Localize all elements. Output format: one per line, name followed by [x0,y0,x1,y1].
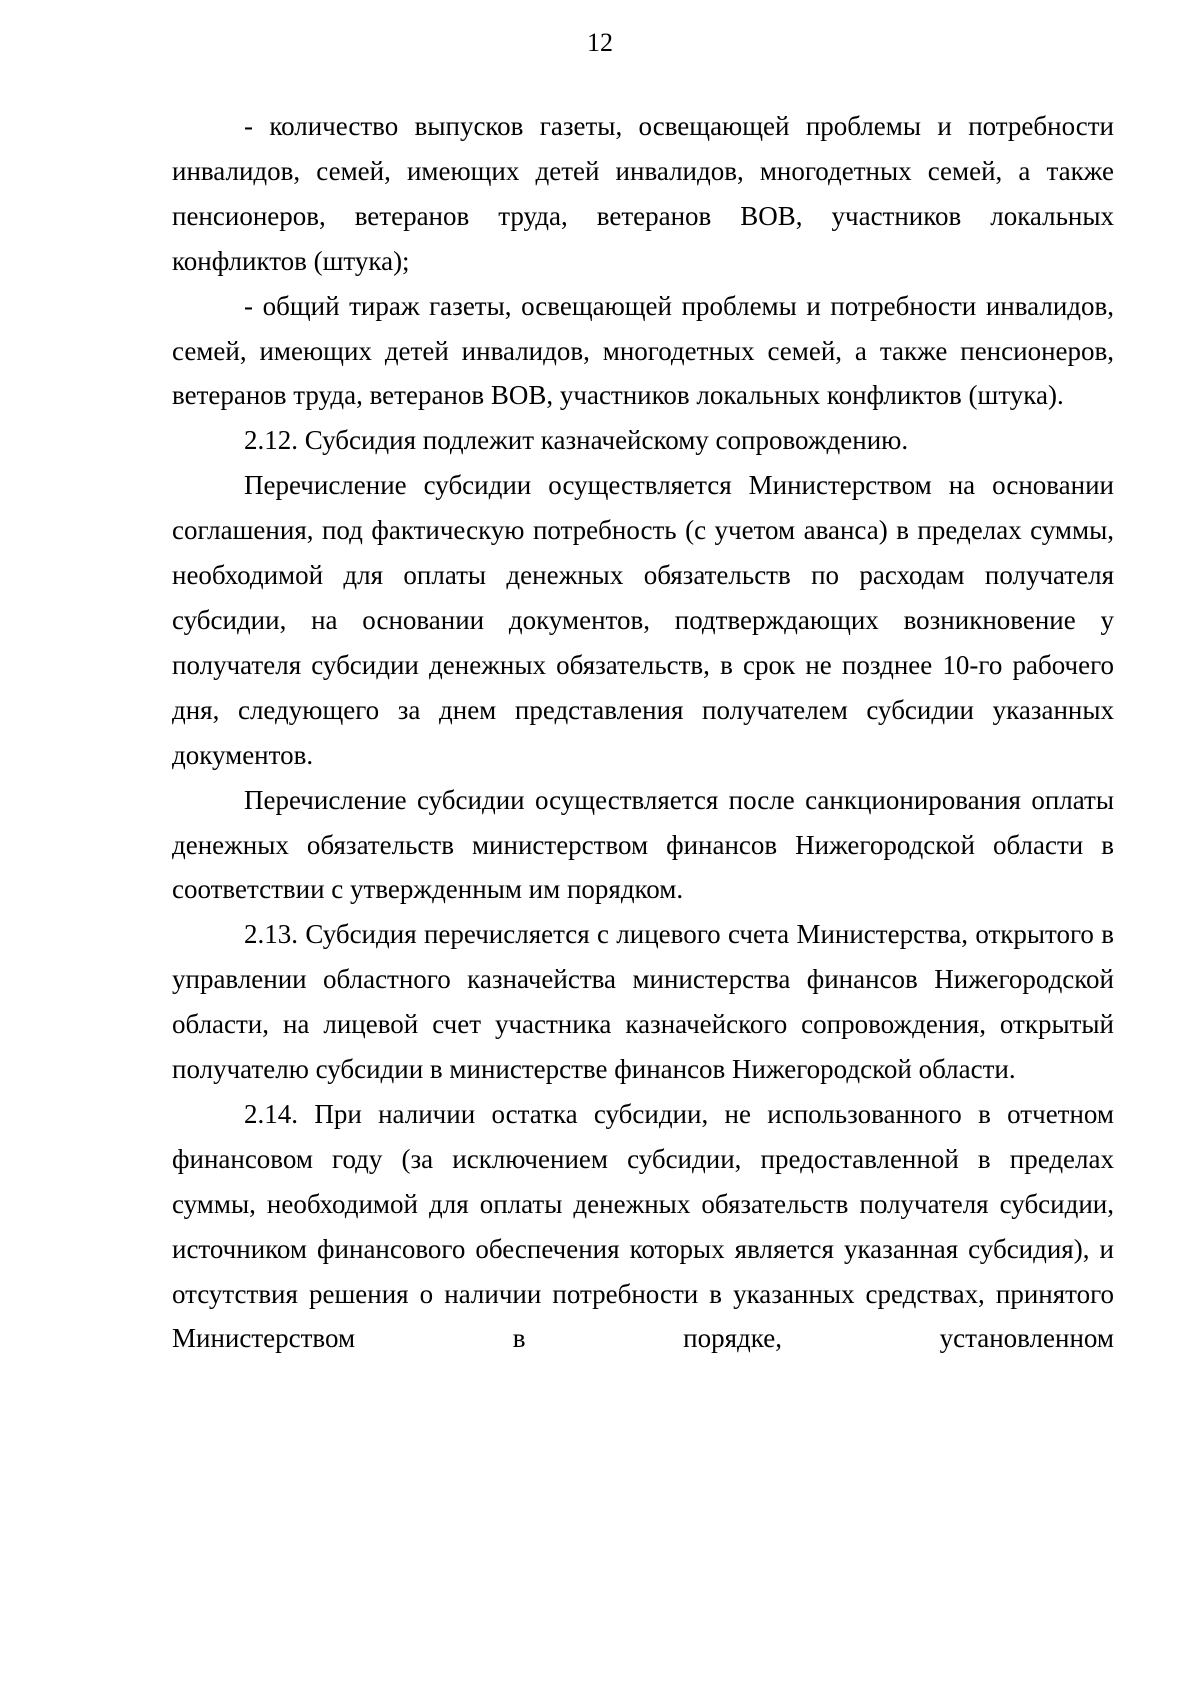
paragraph-2-13: 2.13. Субсидия перечисляется с лицевого счета Министерства, открытого в управлении областного казначейства министерства финансов Нижегородской области, на лицевой счет участника казначейского сопровождения, открытый получателю субсидии в министерстве финансов Нижегородской области. [172,919,1114,1085]
page-number: 12 [587,28,613,57]
paragraph-transfer-basis: Перечисление субсидии осуществляется Министерством на основании соглашения, под фактическую потребность (с учетом аванса) в пределах суммы, необходимой для оплаты денежных обязательств по расходам получателя субсидии, на основании документов, подтверждающих возникновение у получателя субсидии денежных обязательств, в срок не позднее 10-го рабочего дня, следующего за днем представления получателем субсидии указанных документов. [172,470,1114,770]
paragraph-2-12: 2.12. Субсидия подлежит казначейскому сопровождению. [244,425,909,456]
paragraph-transfer-authorization: Перечисление субсидии осуществляется после санкционирования оплаты денежных обязательств министерством финансов Нижегородской области в соответствии с утвержденным им порядком. [172,784,1114,905]
document-body [172,104,1114,1361]
paragraph-circulation: - общий тираж газеты, освещающей проблемы и потребности инвалидов, семей, имеющих детей инвалидов, многодетных семей, а также пенсионеров, ветеранов труда, ветеранов ВОВ, участников локальных конфликтов (штука). [172,290,1114,411]
paragraph-2-14: 2.14. При наличии остатка субсидии, не использованного в отчетном финансовом году (за исключением субсидии, предоставленной в пределах суммы, необходимой для оплаты денежных обязательств получателя субсидии, источником финансового обеспечения которых является указанная субсидия), и отсутствия решения о наличии потребности в указанных средствах, принятого Министерством в порядке, установленном [172,1098,1114,1354]
paragraph-issues-count: - количество выпусков газеты, освещающей проблемы и потребности инвалидов, семей, имеющих детей инвалидов, многодетных семей, а также пенсионеров, ветеранов труда, ветеранов ВОВ, участников локальных конфликтов (штука); [172,111,1114,276]
